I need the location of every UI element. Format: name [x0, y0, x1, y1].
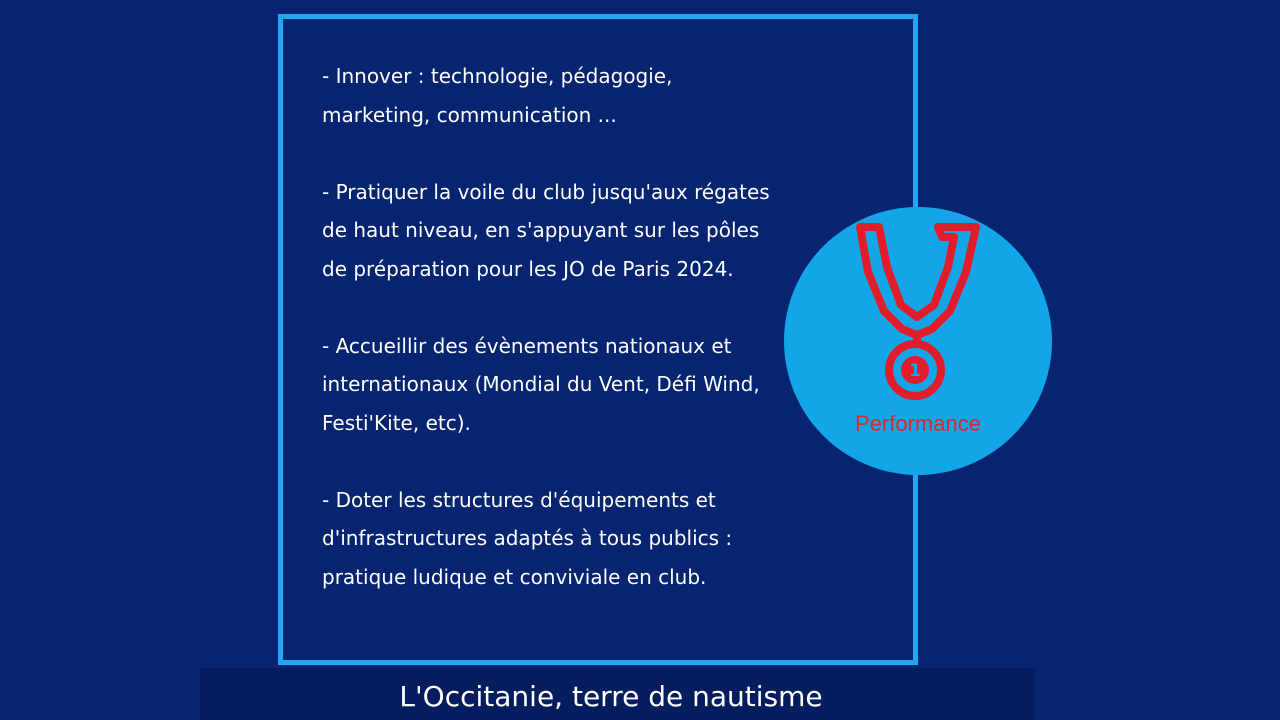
objective-practice: - Pratiquer la voile du club jusqu'aux régates de haut niveau, en s'appuyant sur les pôles de préparation pour les JO de Paris 2024. [322, 179, 770, 281]
objectives-list [322, 57, 782, 635]
badge-label: Performance [855, 411, 981, 436]
medal-number: 1 [909, 361, 921, 381]
performance-badge [784, 207, 1052, 475]
footer-title: L'Occitanie, terre de nautisme [399, 680, 823, 713]
objective-equipment: - Doter les structures d'équipements et d'infrastructures adaptés à tous publics : pratique ludique et conviviale en club. [322, 487, 733, 589]
objective-innovate: - Innover : technologie, pédagogie, marketing, communication ... [322, 64, 673, 127]
objective-events: - Accueillir des évènements nationaux et internationaux (Mondial du Vent, Défi Wind, Festi'Kite, etc). [322, 333, 760, 435]
